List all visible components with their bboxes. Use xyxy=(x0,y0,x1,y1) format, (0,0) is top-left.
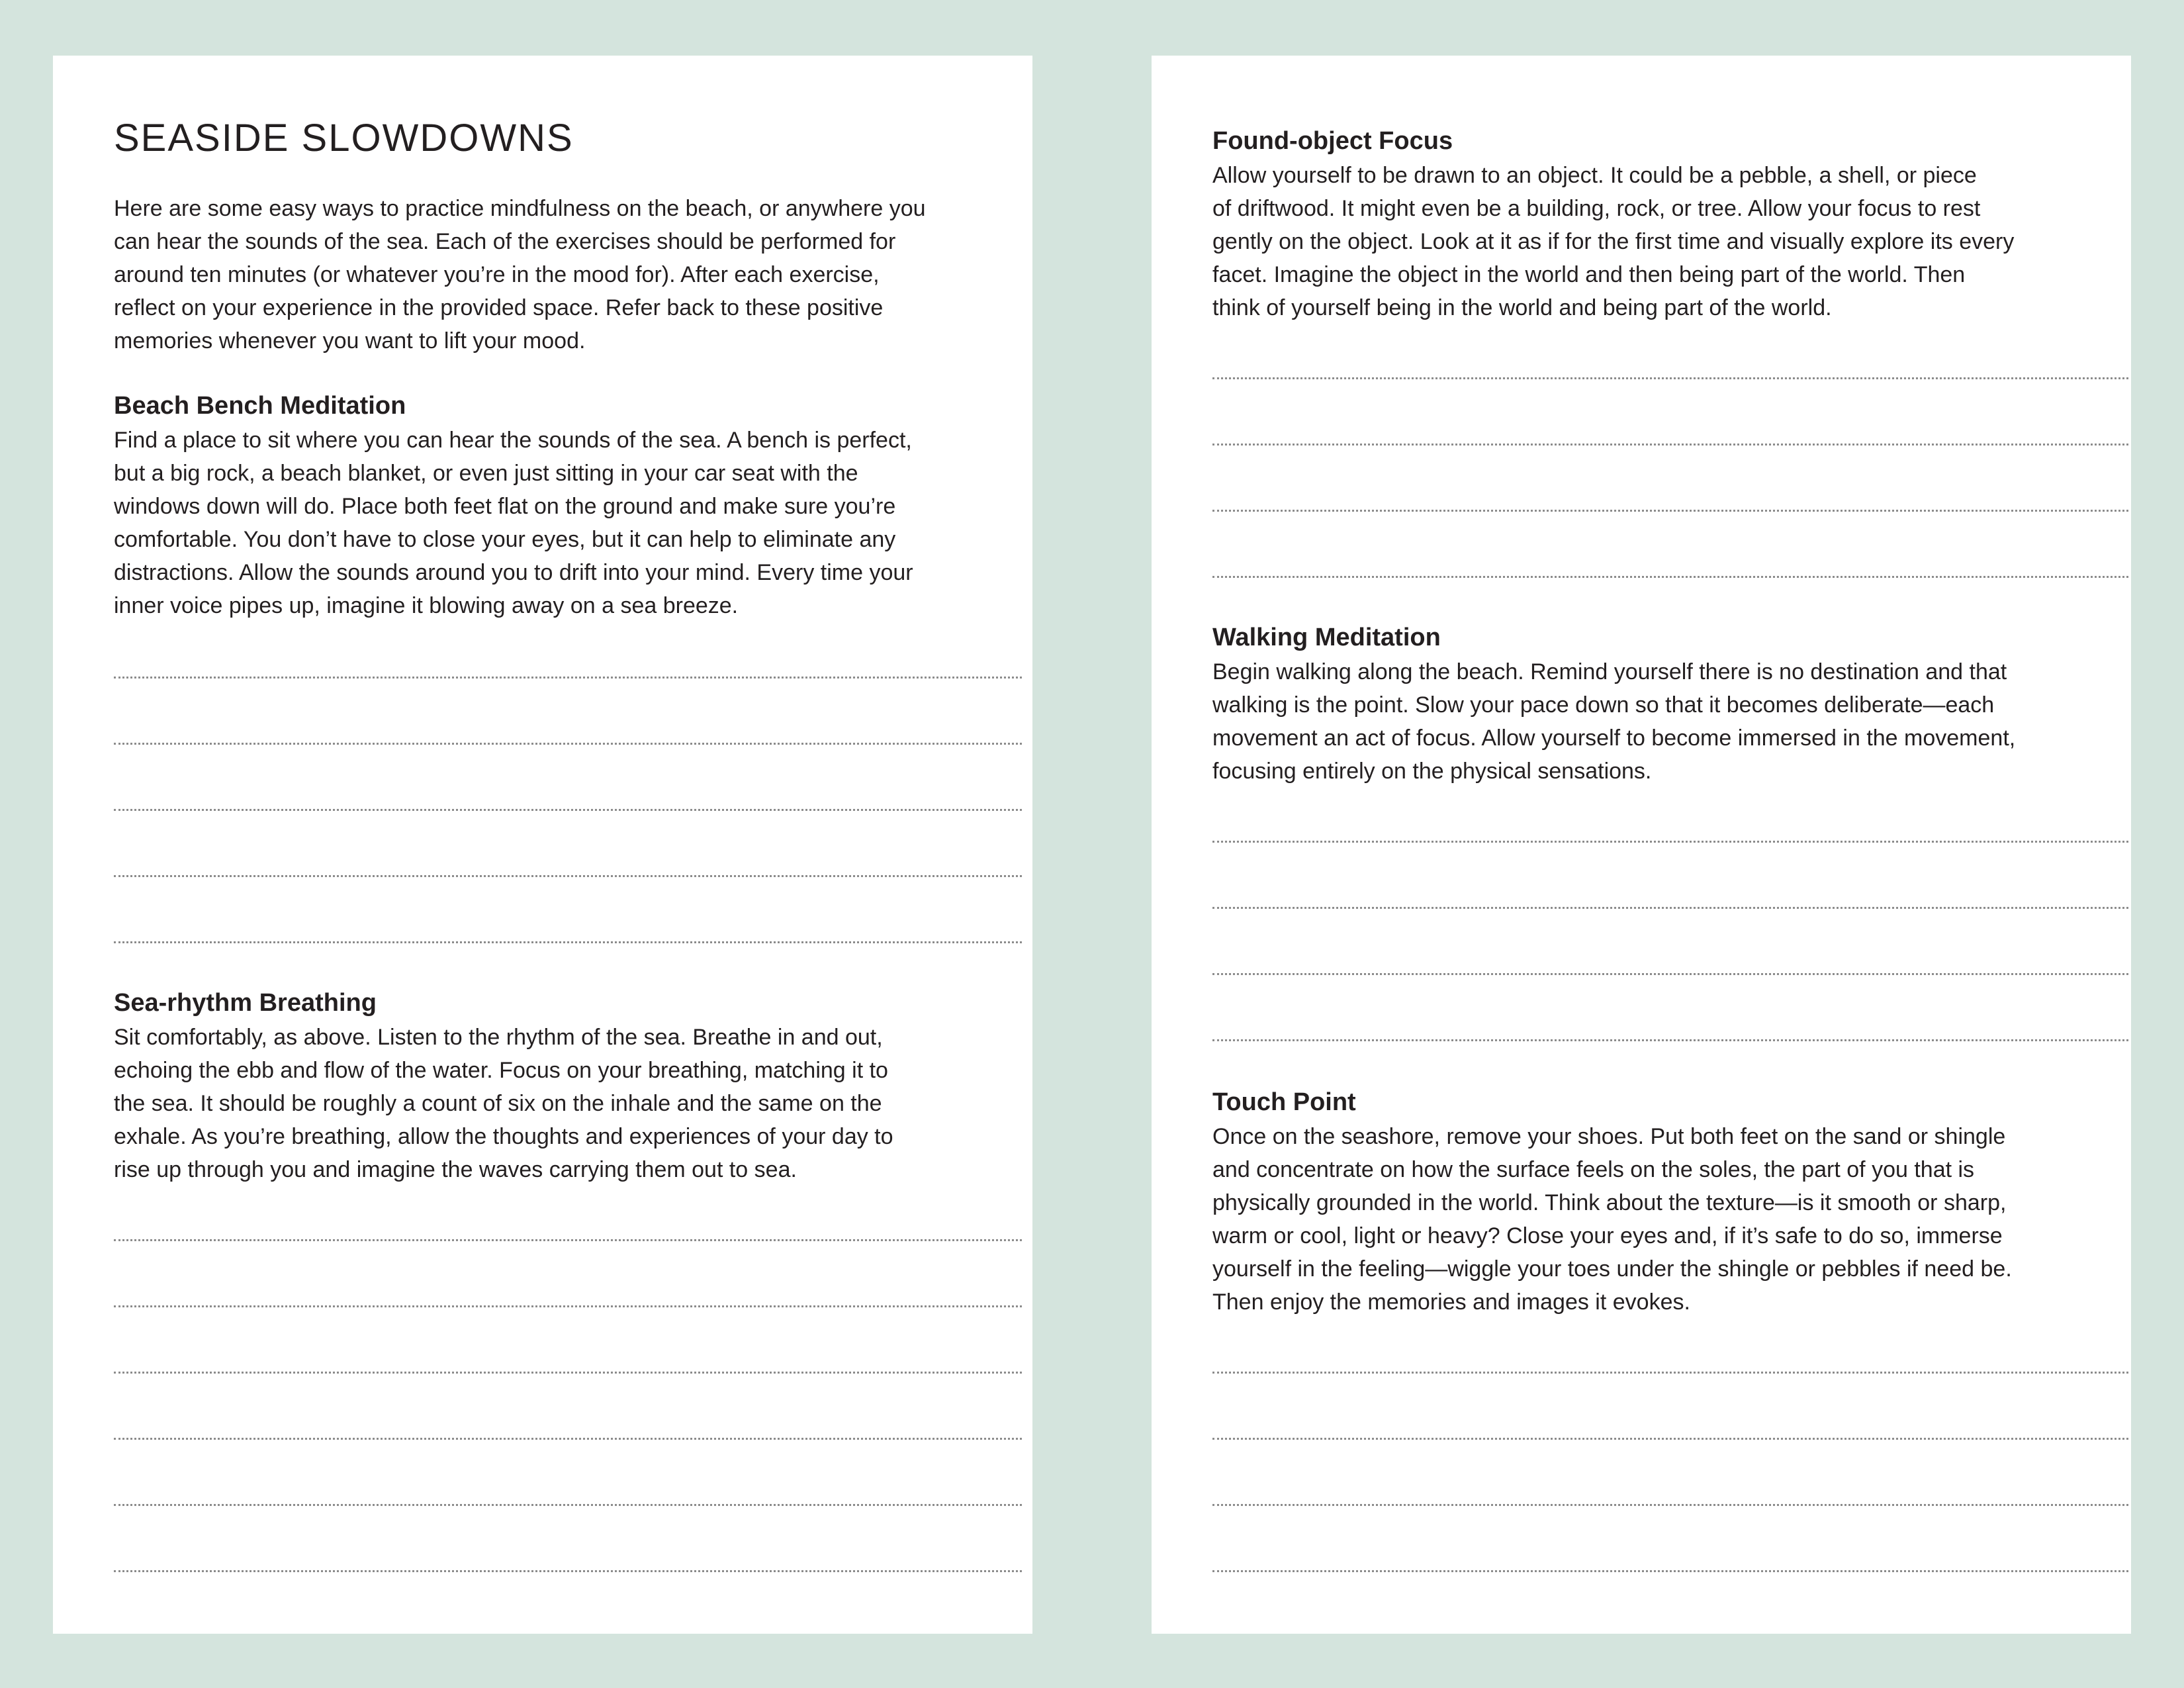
section-line: but a big rock, a beach blanket, or even just sitting in your car seat with the xyxy=(114,461,858,486)
intro-line: can hear the sounds of the sea. Each of the exercises should be performed for xyxy=(114,229,896,254)
intro-line: Here are some easy ways to practice mindfulness on the beach, or anywhere you xyxy=(114,196,926,221)
writing-line[interactable] xyxy=(1212,1438,2128,1440)
section-line: exhale. As you’re breathing, allow the thoughts and experiences of your day to xyxy=(114,1124,893,1149)
writing-line[interactable] xyxy=(1212,377,2128,379)
left-page xyxy=(53,56,1032,1634)
writing-line[interactable] xyxy=(114,875,1022,877)
right-page xyxy=(1152,56,2131,1634)
writing-line[interactable] xyxy=(1212,907,2128,909)
page-title: SEASIDE SLOWDOWNS xyxy=(114,117,574,160)
writing-line[interactable] xyxy=(1212,1372,2128,1374)
section-line: gently on the object. Look at it as if for the first time and visually explore its every xyxy=(1212,229,2015,254)
intro-line: reflect on your experience in the provided space. Refer back to these positive xyxy=(114,295,884,320)
section-line: facet. Imagine the object in the world and then being part of the world. Then xyxy=(1212,262,1966,287)
writing-line[interactable] xyxy=(1212,973,2128,975)
section-line: physically grounded in the world. Think about the texture—is it smooth or sharp, xyxy=(1212,1190,2007,1215)
section-line: Then enjoy the memories and images it evokes. xyxy=(1212,1289,1690,1315)
section-line: Sit comfortably, as above. Listen to the rhythm of the sea. Breathe in and out, xyxy=(114,1025,883,1050)
intro-line: memories whenever you want to lift your mood. xyxy=(114,328,586,353)
section-line: of driftwood. It might even be a building, rock, or tree. Allow your focus to rest xyxy=(1212,196,1981,221)
section-line: movement an act of focus. Allow yourself to become immersed in the movement, xyxy=(1212,726,2016,751)
writing-line[interactable] xyxy=(114,1239,1022,1241)
section-line: focusing entirely on the physical sensations. xyxy=(1212,759,1652,784)
section-heading: Walking Meditation xyxy=(1212,624,1441,651)
writing-line[interactable] xyxy=(1212,1039,2128,1041)
writing-line[interactable] xyxy=(1212,841,2128,843)
section-line: Allow yourself to be drawn to an object. It could be a pebble, a shell, or piece xyxy=(1212,163,1977,188)
writing-line[interactable] xyxy=(1212,444,2128,445)
writing-line[interactable] xyxy=(114,1305,1022,1307)
section-heading: Touch Point xyxy=(1212,1088,1356,1116)
section-line: comfortable. You don’t have to close your eyes, but it can help to eliminate any xyxy=(114,527,896,552)
section-line: and concentrate on how the surface feels on the soles, the part of you that is xyxy=(1212,1157,1975,1182)
writing-line[interactable] xyxy=(1212,1570,2128,1572)
writing-line[interactable] xyxy=(114,1570,1022,1572)
intro-line: around ten minutes (or whatever you’re in the mood for). After each exercise, xyxy=(114,262,880,287)
section-line: windows down will do. Place both feet flat on the ground and make sure you’re xyxy=(114,494,896,519)
section-line: rise up through you and imagine the waves carrying them out to sea. xyxy=(114,1157,797,1182)
section-line: walking is the point. Slow your pace down so that it becomes deliberate—each xyxy=(1212,692,1995,718)
writing-line[interactable] xyxy=(114,1504,1022,1506)
section-line: warm or cool, light or heavy? Close your eyes and, if it’s safe to do so, immerse xyxy=(1212,1223,2003,1248)
section-heading: Found-object Focus xyxy=(1212,127,1453,155)
writing-line[interactable] xyxy=(114,941,1022,943)
writing-line[interactable] xyxy=(1212,576,2128,578)
writing-line[interactable] xyxy=(114,677,1022,679)
section-heading: Beach Bench Meditation xyxy=(114,392,406,420)
section-line: think of yourself being in the world and being part of the world. xyxy=(1212,295,1832,320)
writing-line[interactable] xyxy=(114,1372,1022,1374)
writing-line[interactable] xyxy=(114,743,1022,745)
section-line: Begin walking along the beach. Remind yourself there is no destination and that xyxy=(1212,659,2007,684)
section-heading: Sea-rhythm Breathing xyxy=(114,989,377,1017)
section-line: yourself in the feeling—wiggle your toes under the shingle or pebbles if need be. xyxy=(1212,1256,2012,1282)
section-line: Once on the seashore, remove your shoes. Put both feet on the sand or shingle xyxy=(1212,1124,2006,1149)
writing-line[interactable] xyxy=(1212,510,2128,512)
section-line: inner voice pipes up, imagine it blowing away on a sea breeze. xyxy=(114,593,739,618)
section-line: distractions. Allow the sounds around you to drift into your mind. Every time your xyxy=(114,560,913,585)
writing-line[interactable] xyxy=(114,1438,1022,1440)
section-line: echoing the ebb and flow of the water. Focus on your breathing, matching it to xyxy=(114,1058,888,1083)
section-line: the sea. It should be roughly a count of six on the inhale and the same on the xyxy=(114,1091,882,1116)
writing-line[interactable] xyxy=(1212,1504,2128,1506)
section-line: Find a place to sit where you can hear the sounds of the sea. A bench is perfect, xyxy=(114,428,912,453)
writing-line[interactable] xyxy=(114,809,1022,811)
